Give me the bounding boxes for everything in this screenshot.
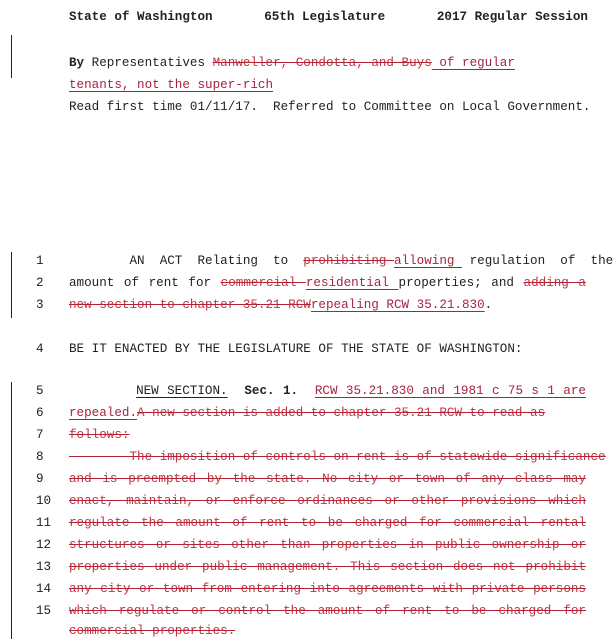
line-text [69, 403, 545, 423]
text-segment: NEW SECTION. [136, 384, 228, 398]
deleted-text: which regulate or control the amount of rent to be charged for [69, 604, 586, 618]
line-number: 9 [36, 472, 44, 486]
bill-line [0, 601, 616, 621]
text-segment: Sec. 1. [244, 384, 299, 398]
line-text [69, 557, 586, 577]
inserted-text: repealed. [69, 406, 138, 420]
line-text [69, 491, 586, 511]
bill-line [0, 295, 616, 315]
state-label: State of Washington [69, 10, 213, 24]
deleted-text: follows: [69, 428, 130, 442]
inserted-text: allowing [394, 254, 463, 268]
bill-line [0, 535, 616, 555]
bill-line [0, 469, 616, 489]
bill-line [0, 403, 616, 423]
inserted-sponsors-1: of regular [431, 56, 515, 70]
line-text [69, 381, 586, 401]
text-segment: properties; and [398, 276, 524, 290]
line-number: 15 [36, 604, 52, 618]
line-number: 2 [36, 276, 44, 290]
session-label: 2017 Regular Session [436, 10, 588, 24]
line-text [69, 513, 586, 533]
line-text [69, 621, 235, 641]
inserted-sponsors-2: tenants, not the super-rich [69, 78, 274, 92]
text-segment [298, 384, 315, 398]
text-segment: regulation of the [462, 254, 614, 268]
line-number: 6 [36, 406, 44, 420]
deleted-text: regulate the amount of rent to be charged for commercial rental [69, 516, 586, 530]
sponsors-line [0, 33, 616, 70]
inserted-text: RCW 35.21.830 and 1981 c 75 s 1 are [314, 384, 586, 398]
line-number: 13 [36, 560, 52, 574]
bill-header [69, 10, 588, 24]
sponsors-line-2 [0, 55, 616, 92]
first-read-text: Read first time 01/11/17. Referred to Committee on Local Government. [69, 100, 591, 114]
deleted-text: commercial [220, 276, 306, 290]
bill-line [0, 339, 616, 359]
bill-line [0, 381, 616, 401]
deleted-text: any city or town from entering into agreements with private persons [69, 582, 586, 596]
deleted-text: new section to chapter 35.21 RCW [69, 298, 311, 312]
deleted-text: The imposition of controls on rent is of statewide significance [69, 450, 606, 464]
legislature-label: 65th Legislature [264, 10, 386, 24]
deleted-text: properties under public management. This section does not prohibit [69, 560, 586, 574]
bill-line [0, 425, 616, 445]
text-segment: . [484, 298, 493, 312]
line-number: 5 [36, 384, 44, 398]
bill-line [0, 513, 616, 533]
line-text [69, 339, 522, 359]
line-text [69, 295, 492, 315]
representatives-label: Representatives [84, 56, 213, 70]
line-number: 3 [36, 298, 44, 312]
line-number: 7 [36, 428, 44, 442]
inserted-text: residential [305, 276, 399, 290]
bill-line [0, 251, 616, 271]
bill-line [0, 447, 616, 467]
line-text [69, 469, 586, 489]
line-text [69, 601, 586, 621]
line-text [69, 579, 586, 599]
line-text [69, 447, 606, 467]
line-number: 10 [36, 494, 52, 508]
first-read-line [0, 77, 616, 114]
line-number: 14 [36, 582, 52, 596]
deleted-text: commercial properties. [69, 624, 236, 638]
deleted-text: enact, maintain, or enforce ordinances or other provisions which [69, 494, 586, 508]
by-label: By [69, 56, 85, 70]
line-number: 11 [36, 516, 52, 530]
deleted-text: structures or sites other than properties in public ownership or [69, 538, 586, 552]
line-number: 4 [36, 342, 44, 356]
bill-line [0, 491, 616, 511]
line-text [69, 273, 586, 293]
text-segment: amount of rent for [69, 276, 221, 290]
text-segment [69, 384, 136, 398]
text-segment: AN ACT Relating to [69, 254, 304, 268]
deleted-text: adding a [523, 276, 586, 290]
deleted-text: A new section is added to chapter 35.21 RCW to read as [137, 406, 546, 420]
line-text [69, 425, 129, 445]
line-number: 12 [36, 538, 52, 552]
line-text [69, 251, 613, 271]
bill-line [0, 579, 616, 599]
line-number: 8 [36, 450, 44, 464]
text-segment [228, 384, 245, 398]
text-segment: BE IT ENACTED BY THE LEGISLATURE OF THE STATE OF WASHINGTON: [69, 342, 523, 356]
inserted-text: repealing RCW 35.21.830 [310, 298, 485, 312]
bill-line [0, 557, 616, 577]
deleted-text: and is preempted by the state. No city or town of any class may [69, 472, 586, 486]
deleted-text: prohibiting [303, 254, 394, 268]
line-number: 1 [36, 254, 44, 268]
deleted-sponsors: Manweller, Condotta, and Buys [212, 56, 432, 70]
bill-line [0, 621, 616, 641]
line-text [69, 535, 586, 555]
bill-line [0, 273, 616, 293]
